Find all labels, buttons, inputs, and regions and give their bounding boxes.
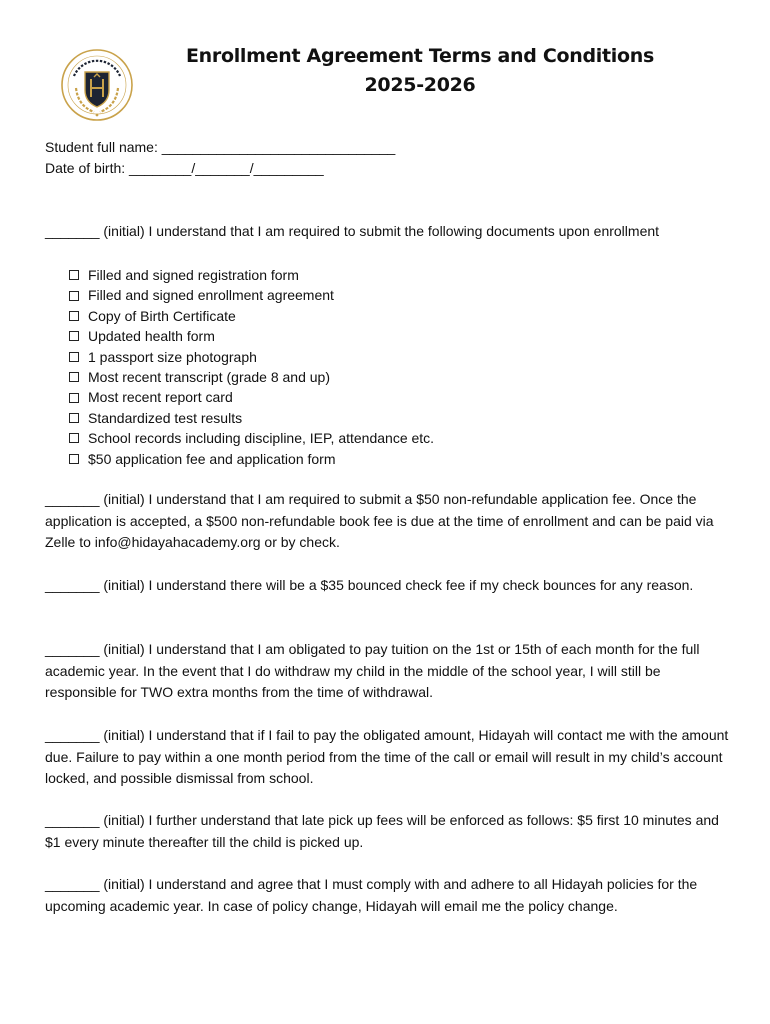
checklist-item[interactable] — [69, 428, 434, 448]
checklist-item-label: Standardized test results — [88, 409, 243, 426]
checklist-item[interactable] — [69, 408, 434, 428]
checkbox-icon[interactable] — [69, 331, 79, 341]
checklist-item[interactable] — [69, 387, 434, 407]
clause-application-fee: _______ (initial) I understand that I am required to submit a $50 non-refundable application fee. Once the application is accepted, a $500 non-refundable book fee is due at the time of enrollment and can be paid via Zelle to info@hidayahacademy.org or by check. — [45, 491, 714, 550]
checkbox-icon[interactable] — [69, 393, 79, 403]
document-checklist — [69, 265, 434, 469]
checkbox-icon[interactable] — [69, 352, 79, 362]
student-name-field[interactable]: Student full name: ______________________________ — [45, 139, 396, 155]
title-line-1: Enrollment Agreement Terms and Conditions — [185, 45, 655, 67]
clause-late-pickup: _______ (initial) I further understand that late pick up fees will be enforced as follows: $5 first 10 minutes and $1 every minute thereafter till the child is picked up. — [45, 812, 719, 850]
checklist-item[interactable] — [69, 326, 434, 346]
checklist-item-label: 1 passport size photograph — [88, 348, 257, 365]
checkbox-icon[interactable] — [69, 311, 79, 321]
academy-crest-icon — [60, 48, 134, 122]
clause-policies: _______ (initial) I understand and agree that I must comply with and adhere to all Hidayah policies for the upcoming academic year. In case of policy change, Hidayah will email me the policy change. — [45, 876, 698, 914]
checkbox-icon[interactable] — [69, 433, 79, 443]
clause-documents: _______ (initial) I understand that I am required to submit the following documents upon enrollment — [45, 223, 660, 239]
checklist-item[interactable] — [69, 265, 434, 285]
clause-nonpayment: _______ (initial) I understand that if I fail to pay the obligated amount, Hidayah will contact me with the amount due. Failure to pay within a one month period from the time of the call or email will result in my child’s account locked, and possible dismissal from school. — [45, 727, 729, 786]
checklist-item[interactable] — [69, 347, 434, 367]
checkbox-icon[interactable] — [69, 291, 79, 301]
clause-bounced-check: _______ (initial) I understand there will be a $35 bounced check fee if my check bounces for any reason. — [45, 577, 694, 593]
student-info-section — [45, 137, 395, 179]
checklist-item-label: School records including discipline, IEP, attendance etc. — [88, 430, 435, 447]
checklist-item[interactable] — [69, 449, 434, 469]
date-of-birth-field[interactable]: Date of birth: ________/_______/_________ — [45, 160, 324, 176]
checkbox-icon[interactable] — [69, 372, 79, 382]
checkbox-icon[interactable] — [69, 270, 79, 280]
title-line-2: 2025-2026 — [364, 74, 476, 96]
checklist-item[interactable] — [69, 306, 434, 326]
checklist-item-label: Most recent report card — [88, 389, 233, 406]
checklist-item-label: Filled and signed enrollment agreement — [88, 287, 334, 304]
checkbox-icon[interactable] — [69, 413, 79, 423]
checklist-item[interactable] — [69, 285, 434, 305]
checklist-item-label: Filled and signed registration form — [88, 267, 299, 283]
checklist-item-label: Copy of Birth Certificate — [88, 307, 236, 324]
checklist-item-label: $50 application fee and application form — [88, 450, 336, 467]
clause-tuition: _______ (initial) I understand that I am obligated to pay tuition on the 1st or 15th of each month for the full academic year. In the event that I do withdraw my child in the middle of the school year, I will still be responsible for TWO extra months from the time of withdrawal. — [45, 641, 700, 700]
checklist-item-label: Updated health form — [88, 328, 215, 345]
academy-logo — [60, 48, 134, 122]
page-title — [150, 42, 690, 100]
checkbox-icon[interactable] — [69, 454, 79, 464]
checklist-item[interactable] — [69, 367, 434, 387]
checklist-item-label: Most recent transcript (grade 8 and up) — [88, 369, 331, 386]
